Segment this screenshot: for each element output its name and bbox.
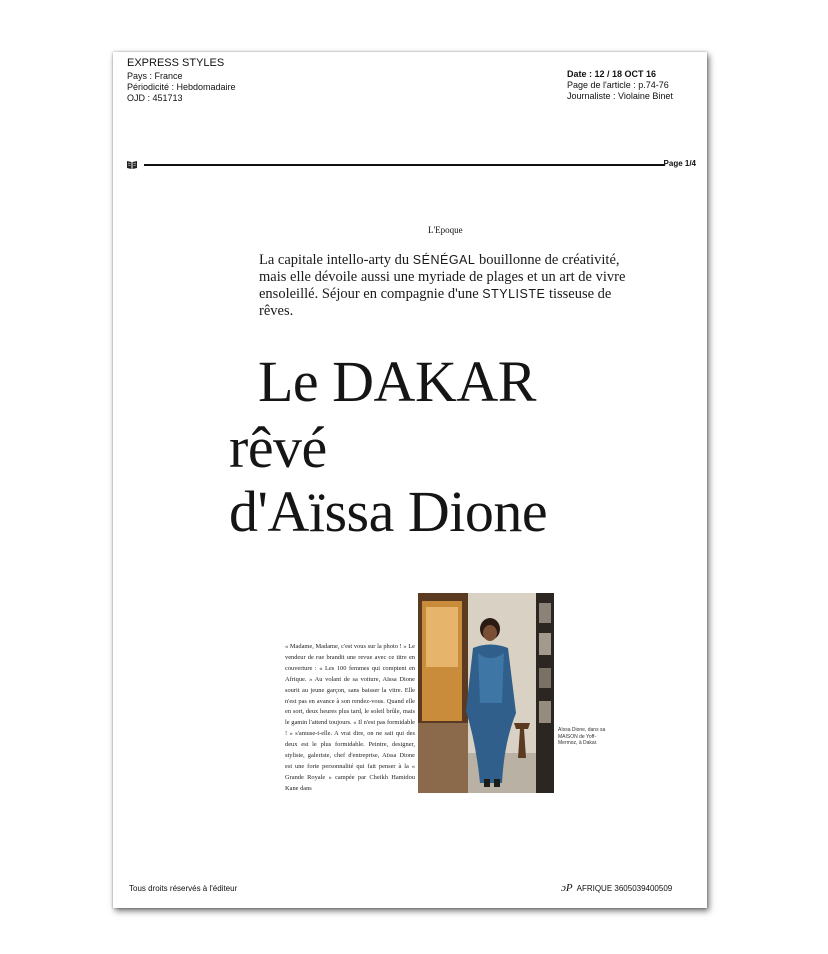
article-body: « Madame, Madame, c'est vous sur la photo ! » Le vendeur de rue brandit une revue avec ce titre en couverture : « Les 100 femmes qui comptent en Afrique. » Au volant de sa voiture, Aïssa Dione sourit au jeune garçon, sans baisser la vitre. Elle n'est pas en avance à son rendez-vous. Quand elle en sort, deux heures plus tard, le soleil brûle, mais le gamin l'attend toujours. « Il n'est pas formidable ! » s'amuse-t-elle. A vrai dire, on ne sait qui des deux est le plus formidable. Peintre, designer, styliste, galeriste, chef d'entreprise, Aïssa Dione est une forte personnalité qui fait penser à la « Grande Royale » campée par Cheikh Hamidou Kane dans (285, 643, 415, 792)
lead-text: tisseuse de rêves. (259, 286, 612, 319)
title-line-1: Le DAKAR (258, 349, 536, 414)
issue-date: Date : 12 / 18 OCT 16 (567, 69, 657, 79)
rights-notice: Tous droits réservés à l'éditeur (129, 884, 238, 893)
lead-text: bouillonne de créativité, mais elle dévoile aussi une myriade de plages et un art de vivre ensoleillé. Séjour en compagnie d'une (259, 252, 626, 302)
country: Pays : France (127, 71, 183, 81)
title-line-2: rêvé (229, 415, 327, 480)
publication-info (127, 58, 236, 104)
press-logo: ɔP (561, 882, 573, 894)
title-line-3: d'Aïssa Dione (229, 479, 548, 544)
header-rule (126, 159, 696, 173)
page-number: Page 1/4 (663, 159, 696, 168)
periodicity: Périodicité : Hebdomadaire (127, 82, 236, 92)
book-icon (126, 160, 138, 170)
article-info (567, 69, 673, 102)
photo-caption: Aïssa Dione, dans sa MAISON de Yoff-Mermoz, à Dakar. (558, 727, 606, 746)
lead-emphasis: STYLISTE (482, 287, 546, 301)
portrait-photo (418, 593, 554, 793)
divider-line (144, 164, 664, 166)
article-lead (259, 252, 643, 320)
article-pages: Page de l'article : p.74-76 (567, 80, 669, 90)
rubric: L'Epoque (428, 225, 463, 235)
journalist: Journaliste : Violaine Binet (567, 91, 673, 101)
press-clipping-page (113, 52, 707, 908)
publication-name: EXPRESS STYLES (127, 57, 225, 69)
ojd: OJD : 451713 (127, 93, 183, 103)
lead-emphasis: SÉNÉGAL (412, 253, 476, 267)
lead-text: La capitale intello-arty du (259, 252, 413, 268)
footer-code (561, 882, 672, 894)
article-code: AFRIQUE 3605039400509 (576, 883, 673, 893)
